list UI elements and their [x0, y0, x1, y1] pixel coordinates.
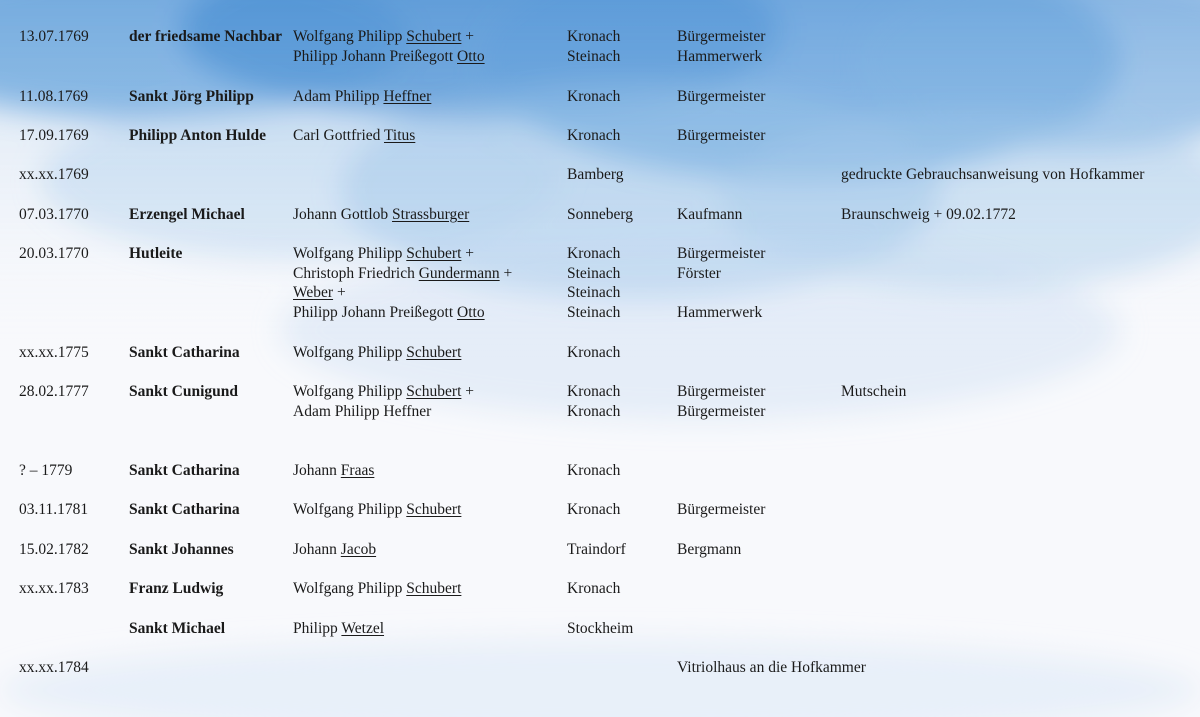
owners-list	[293, 500, 461, 520]
occupation: Bürgermeister	[677, 127, 766, 144]
place: Steinach	[567, 284, 621, 302]
mine-name: Sankt Michael	[129, 620, 226, 637]
owner-surname: Wetzel	[341, 620, 385, 637]
entry-date: xx.xx.1783	[19, 580, 89, 597]
owner-name: Carl Gottfried Titus	[293, 127, 416, 144]
entry-date: xx.xx.1775	[19, 344, 89, 361]
owner-surname: Jacob	[340, 541, 377, 558]
owner-surname: Otto	[457, 47, 485, 65]
place: Kronach	[567, 580, 621, 597]
places-list	[567, 579, 620, 599]
owner-surname: Titus	[383, 127, 416, 144]
mine-name: Sankt Catharina	[129, 501, 240, 518]
owner-surname: Fraas	[340, 462, 375, 479]
places-list	[567, 619, 633, 639]
places-list	[567, 27, 620, 66]
occupation: Bürgermeister	[677, 88, 766, 105]
entry-note: Braunschweig + 09.02.1772	[841, 206, 1016, 223]
places-list	[567, 126, 620, 146]
owners-list	[293, 461, 374, 481]
owners-list	[293, 205, 469, 225]
owners-list	[293, 27, 485, 66]
entry-date: 28.02.1777	[19, 383, 89, 400]
mine-name: Franz Ludwig	[129, 580, 224, 597]
entry-date: ? – 1779	[19, 462, 73, 479]
entry-date: 20.03.1770	[19, 245, 89, 262]
owner-surname: Schubert	[406, 245, 462, 262]
owner-surname: Heffner	[383, 88, 432, 105]
entry-date: 11.08.1769	[19, 88, 89, 105]
entry-date: 17.09.1769	[19, 127, 89, 144]
owner-surname: Schubert	[406, 501, 462, 518]
owners-list	[293, 619, 384, 639]
occupations-list	[677, 658, 866, 678]
occupation: Förster	[677, 264, 721, 282]
owner-name: Adam Philipp Heffner	[293, 402, 432, 420]
occupations-list	[677, 205, 742, 225]
owners-list	[293, 244, 512, 323]
owner-name: Adam Philipp Heffner	[293, 88, 432, 105]
entry-date: 03.11.1781	[19, 501, 89, 518]
place: Bamberg	[567, 166, 624, 183]
entry-date: 07.03.1770	[19, 206, 89, 223]
owner-surname: Otto	[457, 304, 485, 322]
place: Sonneberg	[567, 206, 634, 223]
owners-list	[293, 343, 461, 363]
mine-name: Sankt Catharina	[129, 462, 240, 479]
place: Steinach	[567, 304, 621, 322]
occupation: Bürgermeister	[677, 245, 766, 262]
places-list	[567, 500, 620, 520]
owner-name: Wolfgang Philipp Schubert +	[293, 383, 475, 400]
place: Kronach	[567, 383, 621, 400]
place: Stockheim	[567, 620, 634, 637]
owner-surname: Weber	[293, 284, 334, 302]
entry-date: 13.07.1769	[19, 28, 89, 45]
owner-name: Johann Fraas	[293, 462, 375, 479]
owner-surname: Strassburger	[392, 206, 470, 223]
occupation: Hammerwerk	[677, 304, 763, 322]
places-list	[567, 343, 620, 363]
owner-name: Weber +	[293, 284, 346, 302]
place: Traindorf	[567, 541, 626, 558]
occupation: Bürgermeister	[677, 402, 766, 420]
occupations-list	[677, 27, 765, 66]
place: Steinach	[567, 264, 621, 282]
occupations-list	[677, 500, 765, 520]
place: Kronach	[567, 402, 621, 420]
entry-date: xx.xx.1769	[19, 166, 89, 183]
entry-note: Mutschein	[841, 383, 907, 400]
occupation: Bürgermeister	[677, 28, 766, 45]
owner-name: Wolfgang Philipp Schubert +	[293, 28, 475, 45]
owner-surname: Schubert	[406, 28, 462, 45]
mine-name: Sankt Johannes	[129, 541, 234, 558]
occupations-list	[677, 244, 765, 323]
place: Kronach	[567, 344, 621, 361]
owner-name: Philipp Wetzel	[293, 620, 385, 637]
owners-list	[293, 540, 376, 560]
place: Steinach	[567, 47, 621, 65]
entry-date: 15.02.1782	[19, 541, 89, 558]
occupations-list	[677, 540, 741, 560]
occupation: Kaufmann	[677, 206, 743, 223]
owner-name: Johann Gottlob Strassburger	[293, 206, 470, 223]
owner-surname: Gundermann	[418, 264, 500, 282]
places-list	[567, 87, 620, 107]
owners-list	[293, 126, 415, 146]
owners-list	[293, 87, 431, 107]
mine-name: Sankt Cunigund	[129, 383, 238, 400]
owner-name: Wolfgang Philipp Schubert	[293, 344, 462, 361]
owner-name: Philipp Johann Preißegott Otto	[293, 304, 485, 322]
owner-surname: Schubert	[406, 383, 462, 400]
occupations-list	[677, 87, 765, 107]
occupation	[677, 283, 765, 303]
owner-name: Wolfgang Philipp Schubert	[293, 501, 462, 518]
place: Kronach	[567, 462, 621, 479]
mine-name: Philipp Anton Hulde	[129, 127, 266, 144]
owner-name: Wolfgang Philipp Schubert	[293, 580, 462, 597]
place: Kronach	[567, 28, 621, 45]
place: Kronach	[567, 127, 621, 144]
occupation: Bürgermeister	[677, 383, 766, 400]
mine-name: Hutleite	[129, 245, 183, 262]
occupation: Bürgermeister	[677, 501, 766, 518]
occupation: Vitriolhaus an die Hofkammer	[677, 659, 866, 676]
occupations-list	[677, 382, 765, 421]
place: Kronach	[567, 88, 621, 105]
owners-list	[293, 579, 461, 599]
owner-name: Philipp Johann Preißegott Otto	[293, 47, 485, 65]
place: Kronach	[567, 501, 621, 518]
places-list	[567, 205, 633, 225]
entry-date: xx.xx.1784	[19, 659, 89, 676]
owner-name: Johann Jacob	[293, 541, 377, 558]
places-list	[567, 165, 624, 185]
occupation: Bergmann	[677, 541, 742, 558]
place: Kronach	[567, 245, 621, 262]
mine-name: der friedsame Nachbar	[129, 28, 282, 45]
places-list	[567, 461, 620, 481]
occupations-list	[677, 126, 765, 146]
mine-name: Sankt Catharina	[129, 344, 240, 361]
entry-note: gedruckte Gebrauchsanweisung von Hofkammer	[841, 166, 1145, 183]
mine-name: Sankt Jörg Philipp	[129, 88, 254, 105]
owners-list	[293, 382, 474, 421]
mine-name: Erzengel Michael	[129, 206, 245, 223]
places-list	[567, 382, 620, 421]
owner-name: Wolfgang Philipp Schubert +	[293, 245, 475, 262]
owner-surname: Schubert	[406, 580, 462, 597]
places-list	[567, 540, 626, 560]
owner-surname: Schubert	[406, 344, 462, 361]
owner-name: Christoph Friedrich Gundermann +	[293, 264, 513, 282]
places-list	[567, 244, 620, 323]
occupation: Hammerwerk	[677, 47, 763, 65]
